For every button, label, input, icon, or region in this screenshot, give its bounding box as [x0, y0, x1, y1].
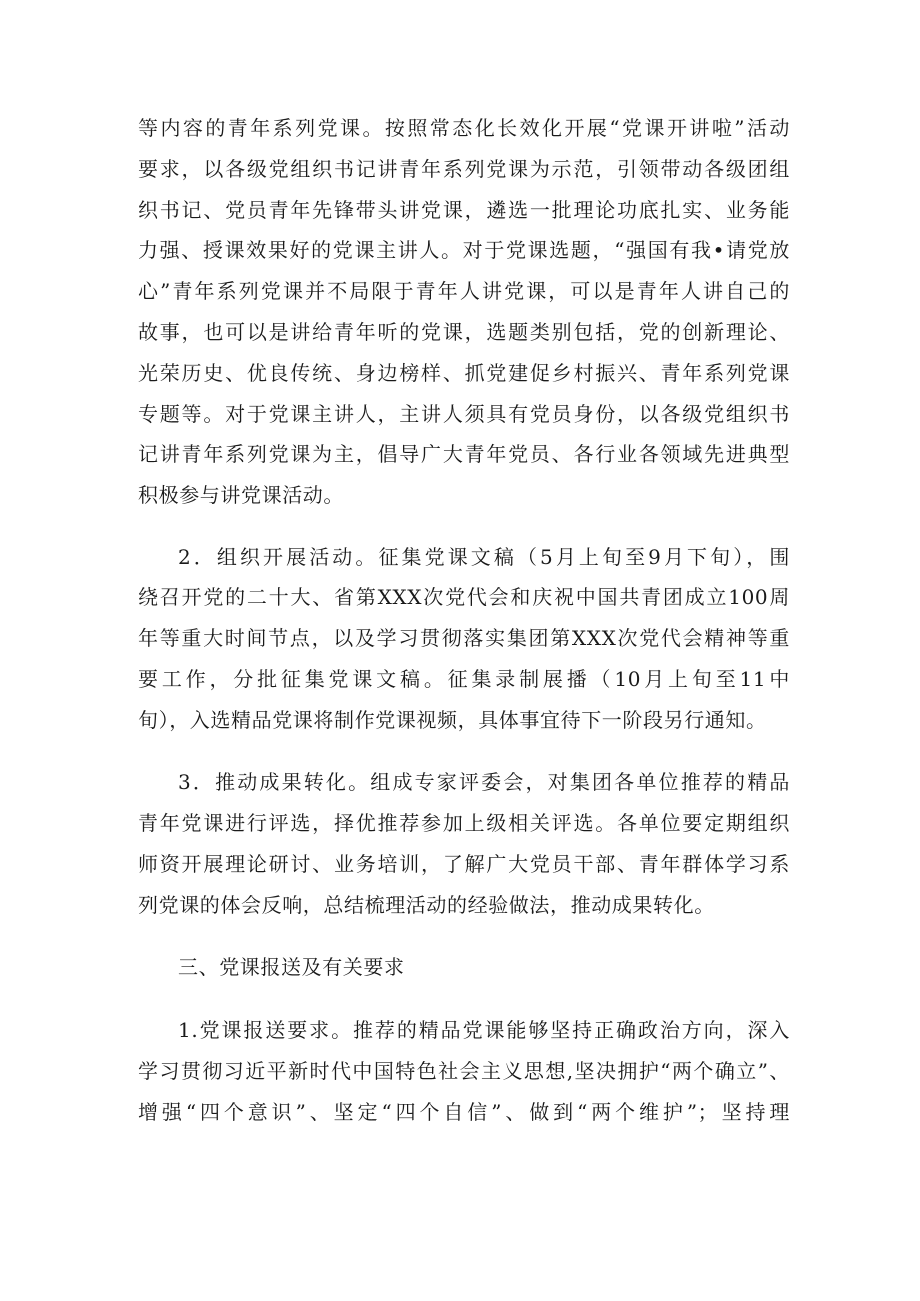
text-line: 3．推动成果转化。组成专家评委会，对集团各单位推荐的精品 [178, 770, 790, 795]
text-line: 增强“四个意识”、坚定“四个自信”、做到“两个维护”；坚持理 [138, 1099, 790, 1124]
text-line: 2．组织开展活动。征集党课文稿（5月上旬至9月下旬），围 [178, 544, 790, 569]
text-line: 等内容的青年系列党课。按照常态化长效化开展“党课开讲啦”活动 [138, 116, 790, 140]
text-line: 记讲青年系列党课为主，倡导广大青年党员、各行业各领域先进典型 [138, 442, 790, 467]
text-line: 积极参与讲党课活动。 [138, 483, 344, 508]
text-line: 旬），入选精品党课将制作党课视频，具体事宜待下一阶段另行通知。 [138, 707, 767, 732]
paragraph-item-3 [138, 762, 790, 925]
text-line: 1.党课报送要求。推荐的精品党课能够坚持正确政治方向，深入 [178, 1018, 790, 1043]
text-line: 学习贯彻习近平新时代中国特色社会主义思想,坚决拥护“两个确立”、 [138, 1058, 790, 1083]
section-heading [138, 947, 790, 988]
heading-text: 三、党课报送及有关要求 [178, 955, 405, 980]
text-line: 专题等。对于党课主讲人，主讲人须具有党员身份，以各级党组织书 [138, 401, 790, 426]
text-line: 青年党课进行评选，择优推荐参加上级相关评选。各单位要定期组织 [138, 810, 790, 835]
text-line: 师资开展理论研讨、业务培训，了解广大党员干部、青年群体学习系 [138, 851, 790, 876]
text-line: 要工作，分批征集党课文稿。征集录制展播（10月上旬至11中 [138, 666, 790, 691]
text-line: 年等重大时间节点，以及学习贯彻落实集团第XXX次党代会精神等重 [138, 626, 790, 651]
paragraph-section-3-item-1 [138, 1010, 790, 1132]
document-body [138, 108, 790, 1133]
paragraph-intro [138, 108, 790, 516]
text-line: 光荣历史、优良传统、身边榜样、抓党建促乡村振兴、青年系列党课 [138, 360, 790, 385]
text-line: 织书记、党员青年先锋带头讲党课，遴选一批理论功底扎实、业务能 [138, 197, 790, 222]
text-line: 心”青年系列党课并不局限于青年人讲党课，可以是青年人讲自己的 [138, 279, 790, 304]
text-line: 故事，也可以是讲给青年听的党课，选题类别包括，党的创新理论、 [138, 319, 790, 344]
paragraph-item-2 [138, 537, 790, 741]
text-line: 绕召开党的二十大、省第XXX次党代会和庆祝中国共青团成立100周 [138, 585, 790, 610]
text-line: 要求，以各级党组织书记讲青年系列党课为示范，引领带动各级团组 [138, 156, 790, 181]
text-line: 列党课的体会反响，总结梳理活动的经验做法，推动成果转化。 [138, 892, 715, 917]
text-line: 力强、授课效果好的党课主讲人。对于党课选题，“强国有我•请党放 [138, 238, 790, 263]
